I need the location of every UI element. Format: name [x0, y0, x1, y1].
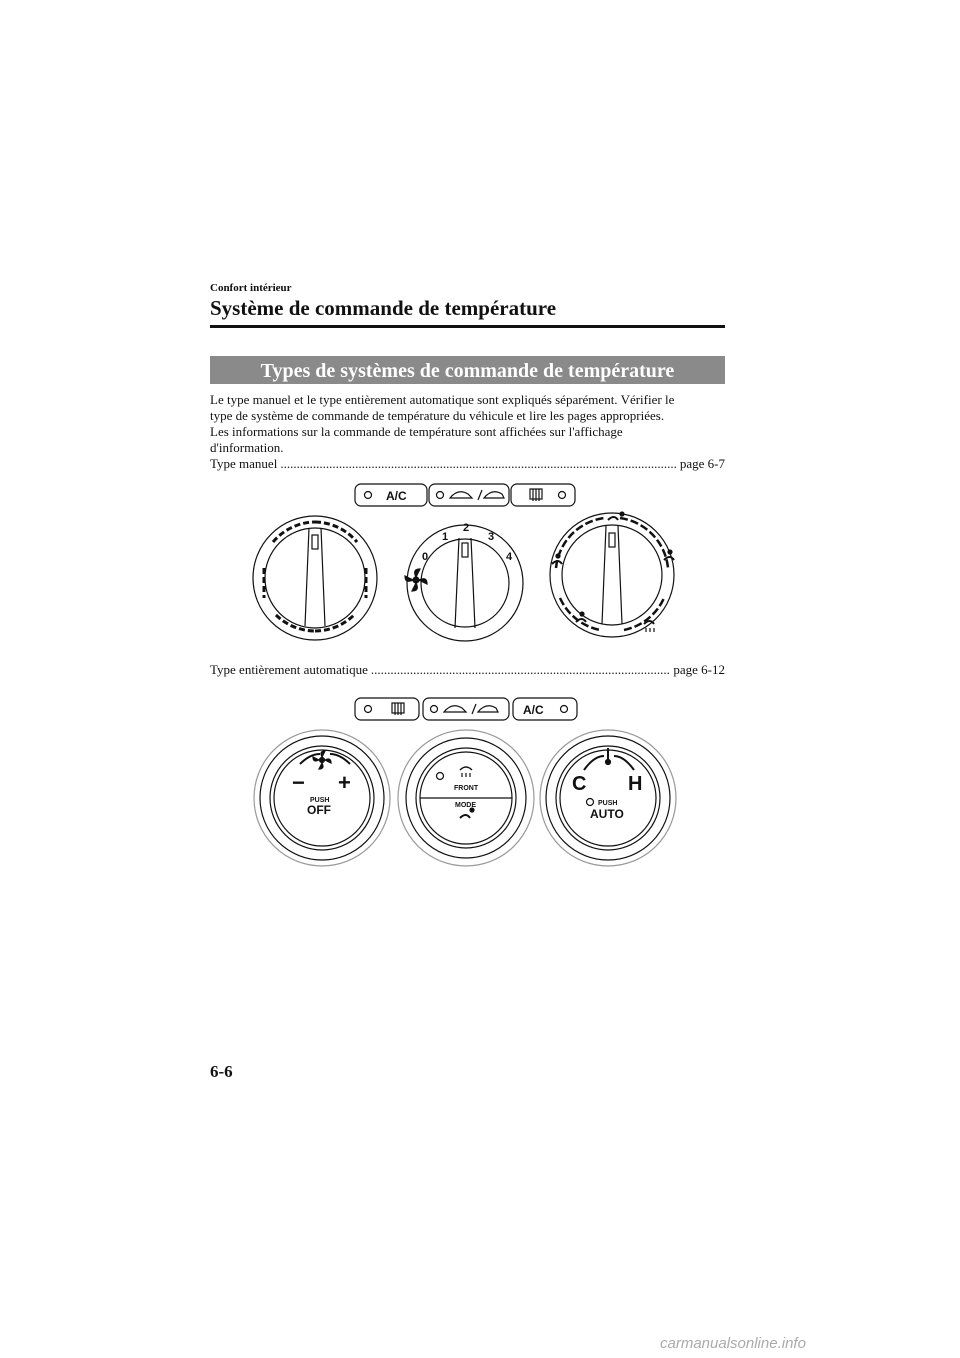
- front-defroster-button[interactable]: [437, 767, 473, 780]
- auto-indicator-light: [587, 799, 594, 806]
- auto-control-panel-figure: [240, 690, 710, 880]
- manual-control-panel-figure: [240, 480, 710, 650]
- intro-line: Les informations sur la commande de température sont affichées sur l'affichage: [210, 424, 623, 439]
- intro-line: d'information.: [210, 440, 284, 455]
- mode-label: MODE: [455, 802, 476, 809]
- rear-defroster-button[interactable]: [511, 484, 575, 506]
- page-number: 6-6: [210, 1062, 233, 1081]
- front-label: FRONT: [454, 785, 479, 792]
- fan-decrease-button[interactable]: −: [292, 770, 305, 795]
- front-defroster-icon: [460, 767, 472, 777]
- reference-auto-type[interactable]: [210, 662, 725, 678]
- temp-cold-label: C: [572, 773, 587, 795]
- fan-position-label: 4: [506, 551, 513, 563]
- recirculation-button[interactable]: [429, 484, 509, 506]
- intro-paragraph: [210, 392, 725, 456]
- fan-position-label: 2: [463, 522, 470, 534]
- ac-label: A/C: [523, 703, 544, 717]
- temperature-dial[interactable]: [253, 516, 377, 640]
- temp-hot-label: H: [628, 773, 643, 795]
- fan-speed-dial[interactable]: [405, 525, 523, 641]
- off-button[interactable]: OFF: [307, 803, 331, 817]
- fan-position-label: 0: [422, 551, 429, 563]
- push-label: PUSH: [310, 797, 330, 804]
- reference-page[interactable]: page 6-7: [679, 456, 725, 471]
- reference-label: Type manuel: [210, 456, 278, 471]
- recirculation-fresh-air-icon: [450, 490, 504, 500]
- intro-line: type de système de commande de température du véhicule et lire les pages appropriées.: [210, 408, 665, 423]
- mode-dial[interactable]: [398, 730, 534, 866]
- rear-defroster-icon: [530, 489, 542, 501]
- reference-label: Type entièrement automatique: [210, 662, 368, 677]
- watermark: carmanualsonline.info: [660, 1335, 806, 1352]
- recirculation-button[interactable]: [423, 698, 509, 720]
- page-title: Système de commande de température: [210, 296, 557, 320]
- ac-label: A/C: [386, 489, 407, 503]
- push-label: PUSH: [598, 800, 618, 807]
- reference-page[interactable]: page 6-12: [673, 662, 725, 677]
- leader-dots: [371, 662, 670, 678]
- section-banner: Types de systèmes de commande de température: [210, 356, 725, 384]
- reference-manual-type[interactable]: [210, 456, 725, 472]
- fan-position-label: 1: [442, 531, 449, 543]
- title-divider: [210, 325, 725, 328]
- section-label: Confort intérieur: [210, 282, 292, 294]
- auto-button[interactable]: AUTO: [590, 807, 624, 821]
- leader-dots: [280, 456, 677, 472]
- rear-defroster-button[interactable]: [355, 698, 419, 720]
- recirculation-fresh-air-icon: [444, 704, 498, 714]
- ac-button[interactable]: [513, 698, 577, 720]
- temperature-dial[interactable]: [540, 730, 676, 866]
- fan-increase-button[interactable]: +: [338, 770, 351, 795]
- rear-defroster-icon: [392, 703, 404, 715]
- airflow-mode-dial[interactable]: [550, 512, 674, 637]
- ac-button[interactable]: [355, 484, 427, 506]
- fan-position-label: 3: [488, 531, 495, 543]
- airflow-mode-icon: [460, 808, 474, 818]
- intro-line: Le type manuel et le type entièrement automatique sont expliqués séparément. Vérifier le: [210, 392, 675, 407]
